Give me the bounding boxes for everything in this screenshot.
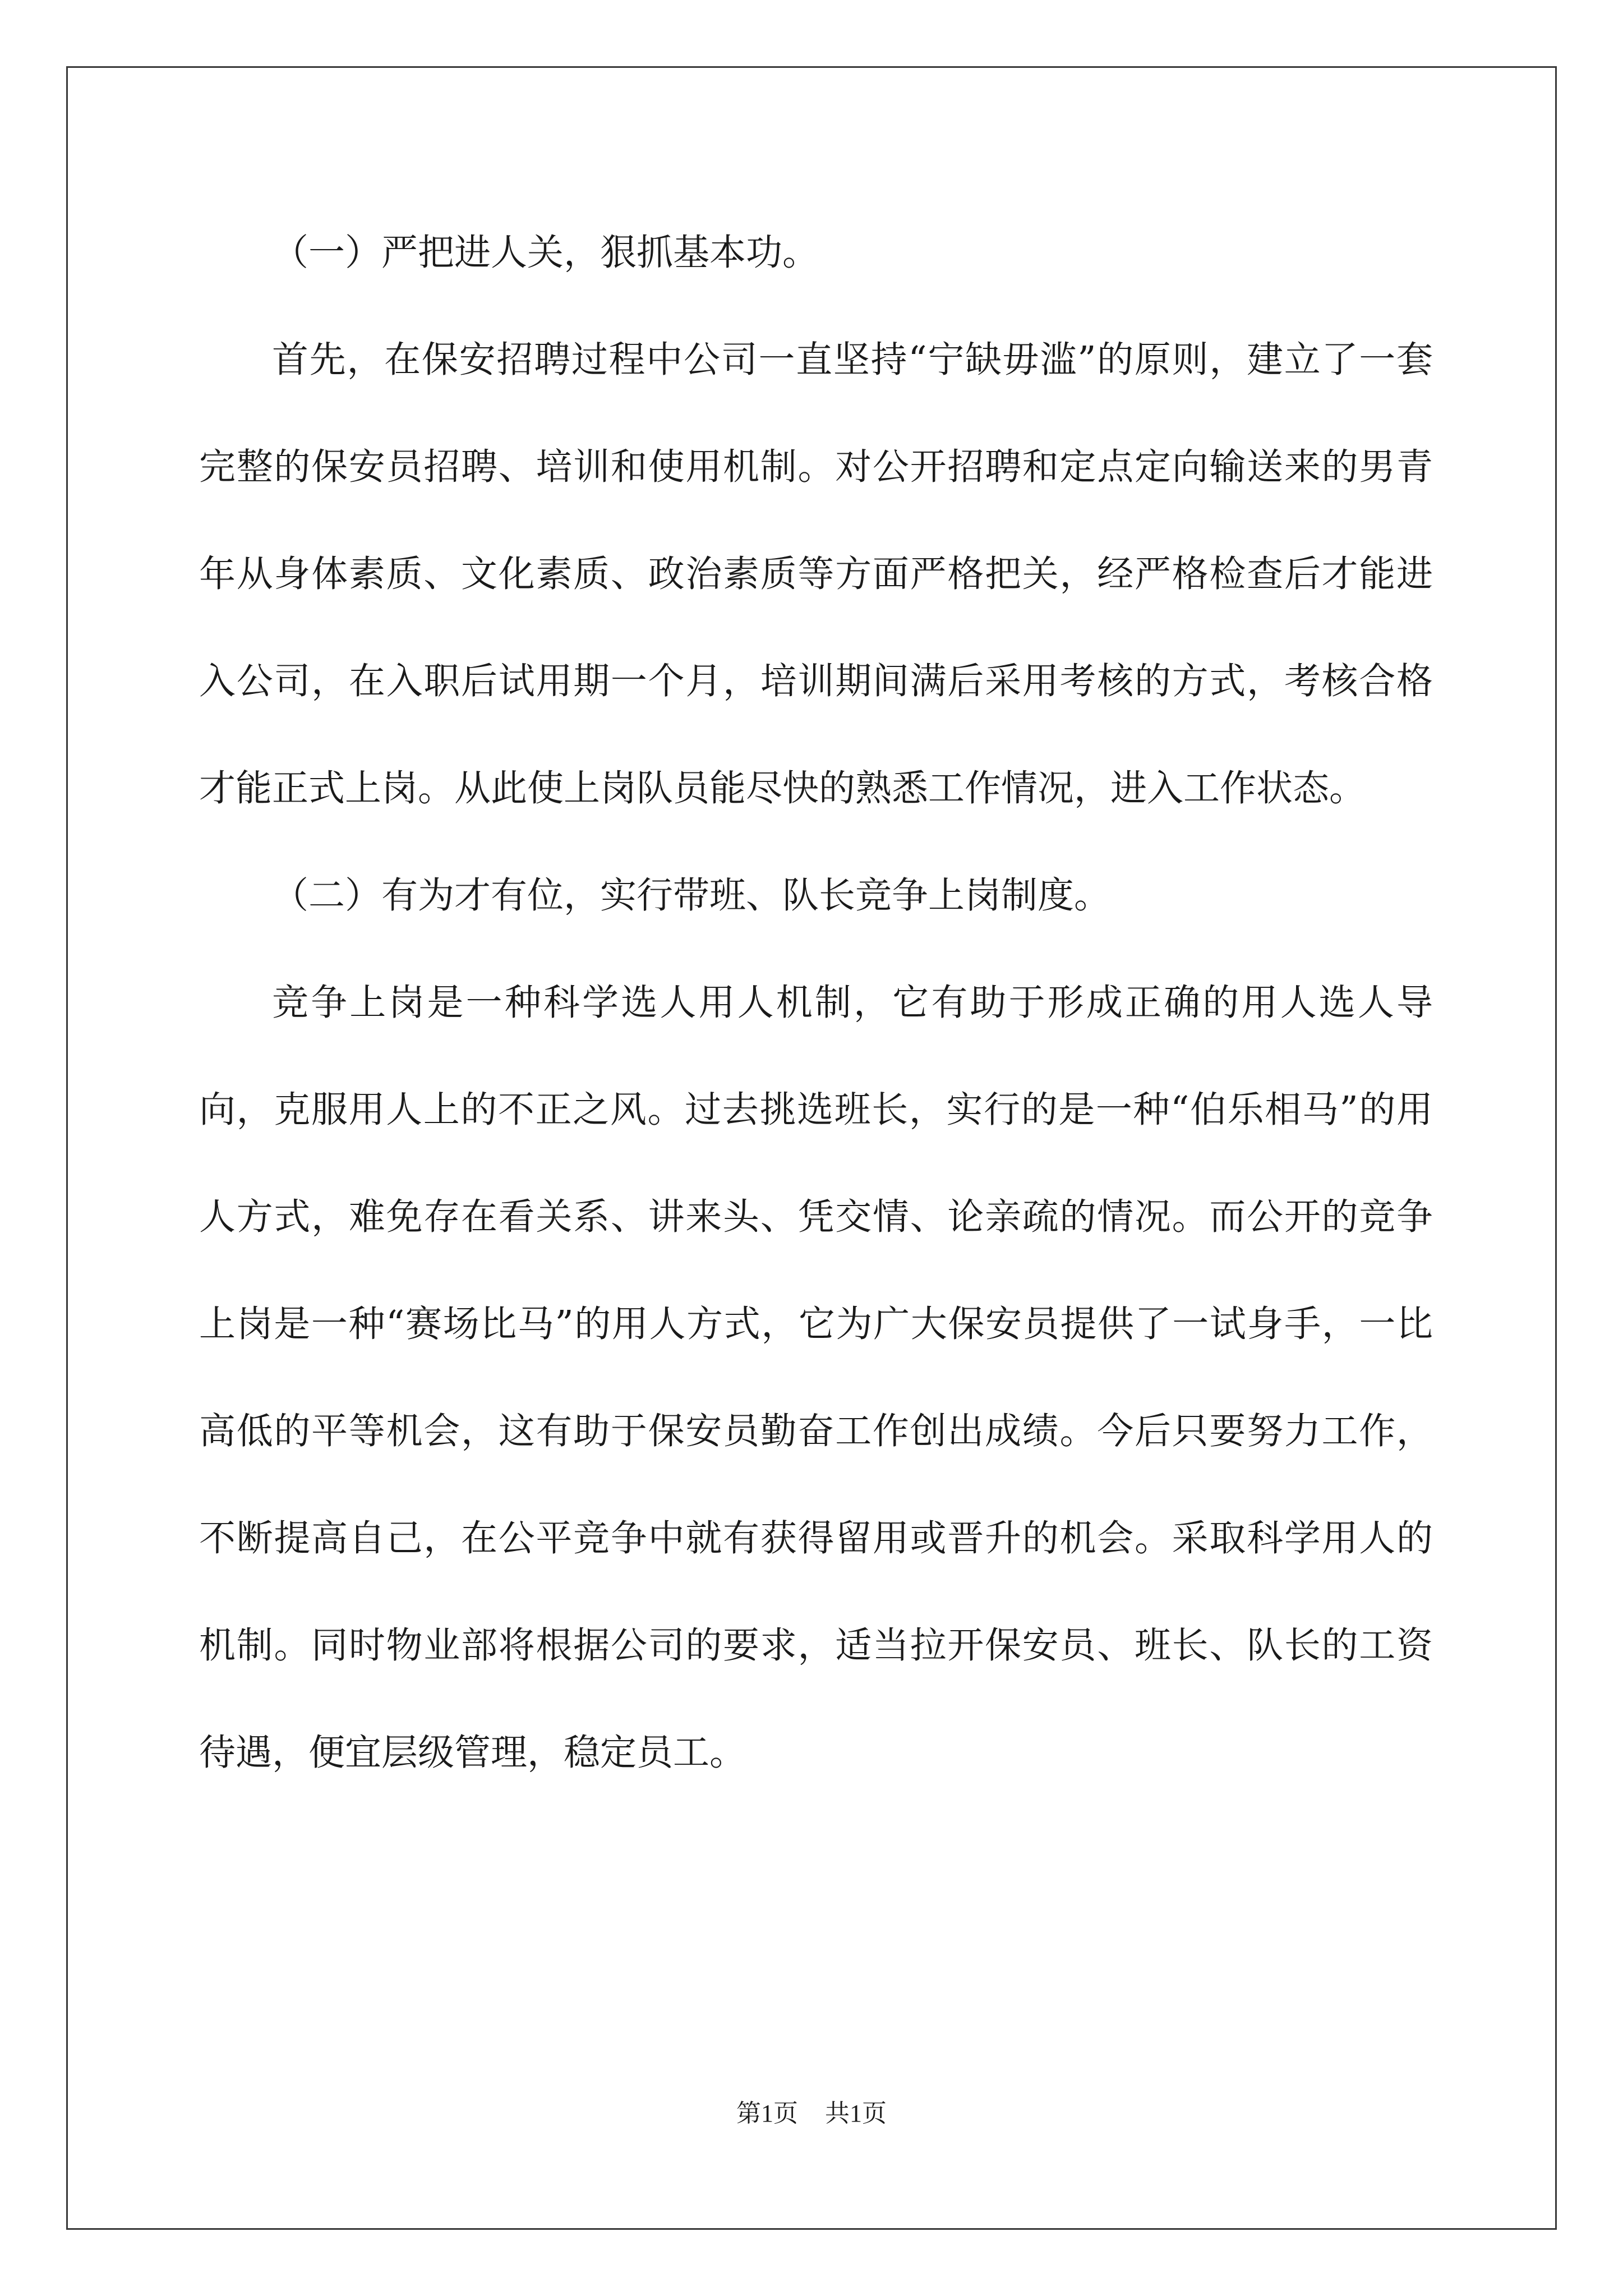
paragraph-competition: 竞争上岗是一种科学选人用人机制，它有助于形成正确的用人选人导向，克服用人上的不正之风。过去挑选班长，实行的是一种“伯乐相马”的用人方式，难免存在看关系、讲来头、凭交情、论亲疏的情况。而公开的竞争上岗是一种“赛场比马”的用人方式，它为广大保安员提供了一试身手，一比高低的平等机会，这有助于保安员勤奋工作创出成绩。今后只要努力工作，不断提高自己，在公平竞争中就有获得留用或晋升的机会。采取科学用人的机制。同时物业部将根据公司的要求，适当拉开保安员、班长、队长的工资待遇，便宜层级管理，稳定员工。 xyxy=(199,982,1433,1774)
page-number-total: 共1页 xyxy=(825,2100,887,2127)
document-body xyxy=(199,199,1433,1806)
page-footer xyxy=(0,2097,1623,2131)
page-number-current: 第1页 xyxy=(736,2100,798,2127)
paragraph-heading-1: （一）严把进人关，狠抓基本功。 xyxy=(272,232,819,274)
paragraph-recruitment: 首先，在保安招聘过程中公司一直坚持“宁缺毋滥”的原则，建立了一套完整的保安员招聘、培训和使用机制。对公开招聘和定点定向输送来的男青年从身体素质、文化素质、政治素质等方面严格把关，经严格检查后才能进入公司，在入职后试用期一个月，培训期间满后采用考核的方式，考核合格才能正式上岗。从此使上岗队员能尽快的熟悉工作情况，进入工作状态。 xyxy=(199,339,1433,809)
paragraph-heading-2: （二）有为才有位，实行带班、队长竞争上岗制度。 xyxy=(272,875,1111,917)
